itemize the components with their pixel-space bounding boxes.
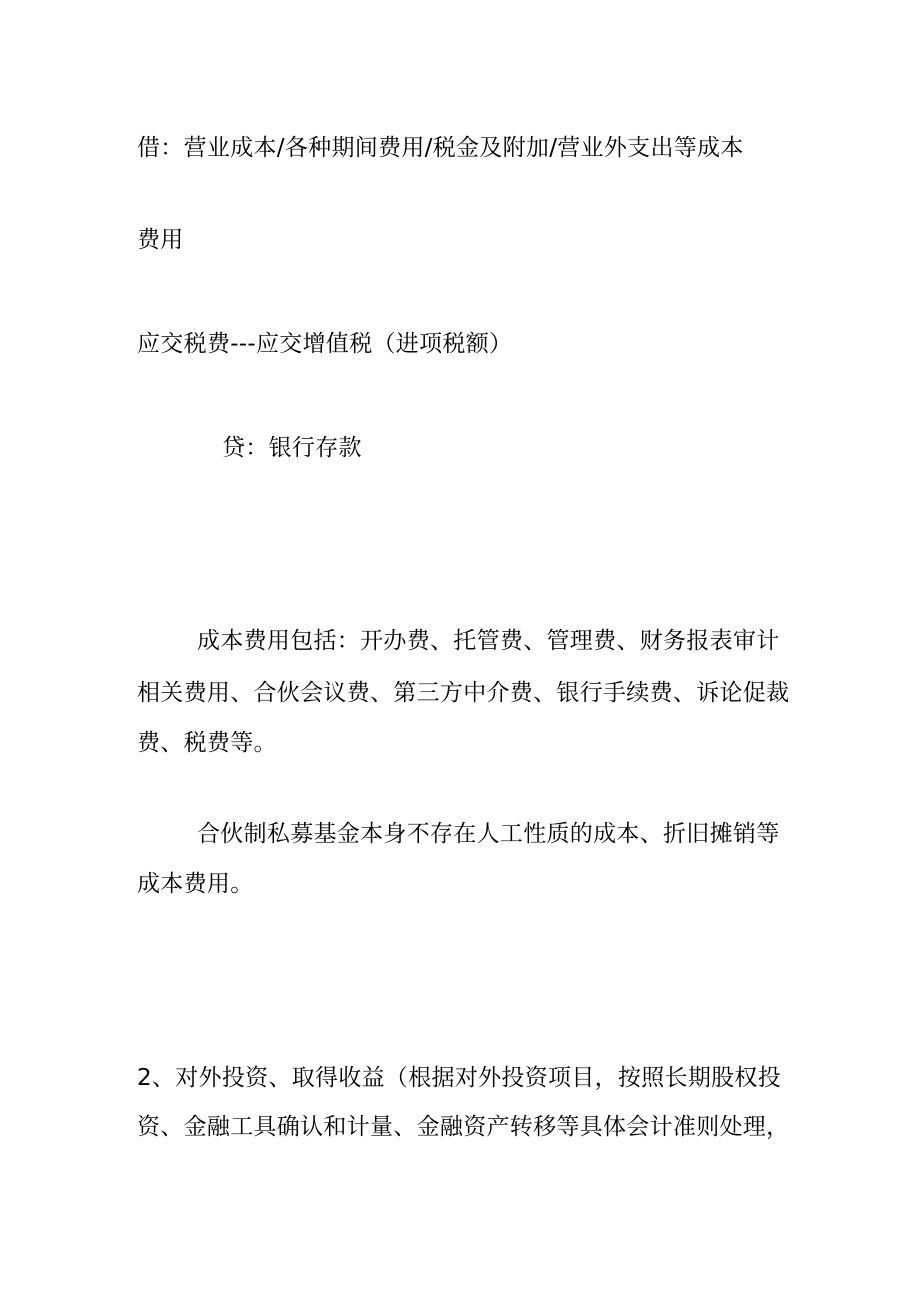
debit-entry-continuation: 费用 <box>137 227 184 253</box>
partnership-fund-paragraph-line-1: 合伙制私募基金本身不存在人工性质的成本、折旧摊销等 <box>197 821 780 847</box>
cost-items-paragraph-line-2: 相关费用、合伙会议费、第三方中介费、银行手续费、诉论促裁 <box>137 680 790 706</box>
credit-entry-line: 贷：银行存款 <box>222 435 362 461</box>
cost-items-paragraph-line-1: 成本费用包括：开办费、托管费、管理费、财务报表审计 <box>197 628 780 654</box>
external-investment-paragraph-line-1: 2、对外投资、取得收益（根据对外投资项目，按照长期股权投 <box>137 1065 782 1091</box>
tax-payable-line: 应交税费---应交增值税（进项税额） <box>137 331 513 357</box>
external-investment-paragraph-line-2: 资、金融工具确认和计量、金融资产转移等具体会计准则处理， <box>137 1114 790 1140</box>
cost-items-paragraph-line-3: 费、税费等。 <box>137 730 277 756</box>
debit-entry-line: 借：营业成本/各种期间费用/税金及附加/营业外支出等成本 <box>137 135 744 161</box>
partnership-fund-paragraph-line-2: 成本费用。 <box>137 871 254 897</box>
